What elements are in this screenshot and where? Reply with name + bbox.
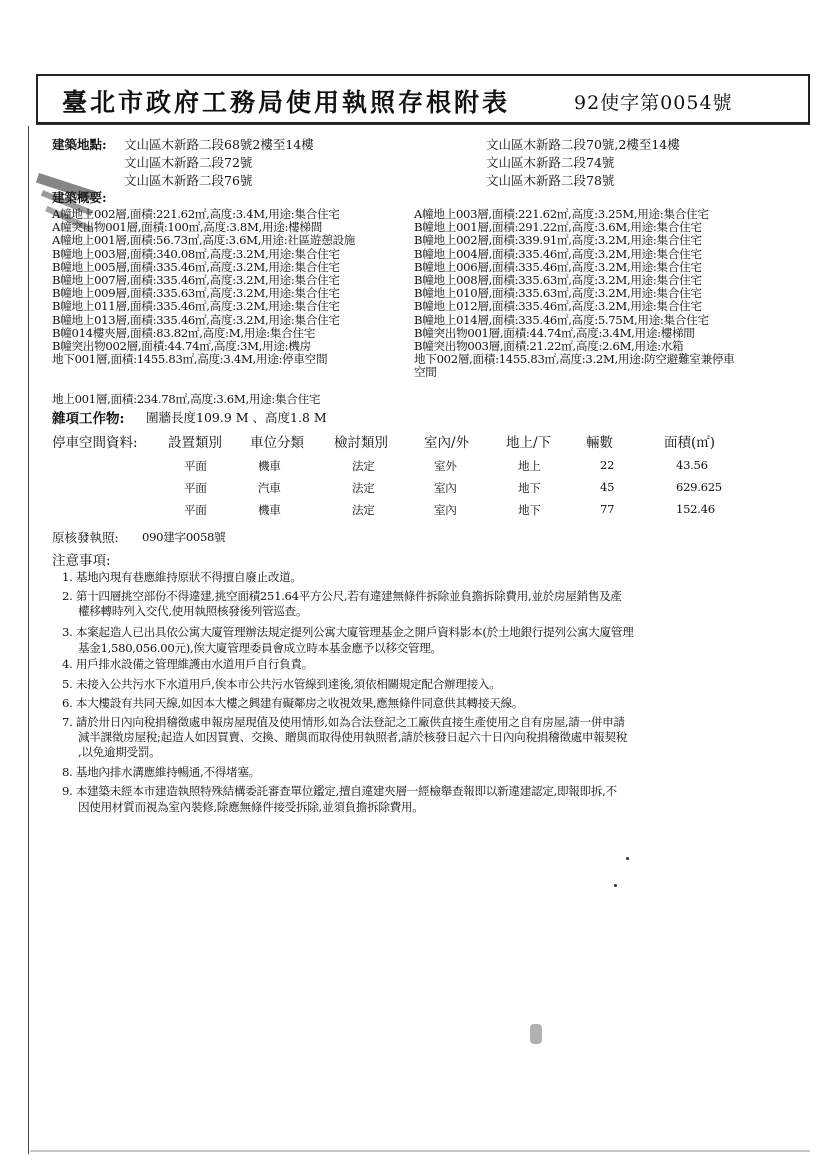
permit-number: 92使字第0054號 xyxy=(574,92,733,114)
original-permit-label: 原核發執照: xyxy=(52,530,119,545)
parking-label: 停車空間資料: xyxy=(52,435,138,451)
parking-header: 設置類別 xyxy=(168,435,222,451)
summary-right-line: B幢突出物001層,面積:44.74㎡,高度:3.4M,用途:樓梯間 xyxy=(414,325,695,340)
parking-cell: 152.46 xyxy=(676,502,715,516)
summary-right-line: B幢地上004層,面積:335.46㎡,高度:3.2M,用途:集合住宅 xyxy=(414,246,702,261)
summary-left-line: B幢地上007層,面積:335.46㎡,高度:3.2M,用途:集合住宅 xyxy=(52,273,340,287)
parking-cell: 室外 xyxy=(434,459,457,473)
location-left-line: 文山區木新路二段76號 xyxy=(124,173,253,188)
summary-extra-line: 地上001層,面積:234.78㎡,高度:3.6M,用途:集合住宅 xyxy=(52,392,321,406)
misc-works-label: 雜項工作物: xyxy=(52,411,125,427)
parking-cell: 室內 xyxy=(434,481,457,495)
summary-left-line: B幢地上009層,面積:335.63㎡,高度:3.2M,用途:集合住宅 xyxy=(52,286,340,301)
parking-cell: 機車 xyxy=(258,459,281,473)
original-permit-value: 090建字0058號 xyxy=(142,530,226,544)
parking-cell: 法定 xyxy=(352,481,375,495)
summary-label: 建築概要: xyxy=(52,190,107,205)
note-line: 1. 基地內現有巷應維持原狀不得擅自廢止改道。 xyxy=(62,570,302,584)
summary-right-line: B幢突出物003層,面積:21.22㎡,高度:2.6M,用途:水箱 xyxy=(414,339,684,353)
note-line: 權移轉時列入交代,使用執照核發後列管巡查。 xyxy=(78,604,308,618)
scan-speck xyxy=(626,857,629,860)
summary-left-line: B幢突出物002層,面積:44.74㎡,高度:3M,用途:機房 xyxy=(52,339,311,353)
note-line: 2. 第十四層挑空部份不得違建,挑空面積251.64平方公尺,若有違建無條件拆除並負擔拆除費用,並於房屋銷售及產 xyxy=(62,589,622,603)
divider xyxy=(36,124,810,125)
location-right-line: 文山區木新路二段70號,2樓至14樓 xyxy=(486,137,680,152)
parking-cell: 地上 xyxy=(518,459,541,473)
parking-cell: 法定 xyxy=(352,459,375,473)
margin-line xyxy=(28,126,29,1154)
parking-cell: 室內 xyxy=(434,503,457,517)
summary-left-line: B幢地上013層,面積:335.46㎡,高度:3.2M,用途:集合住宅 xyxy=(52,312,340,327)
summary-right-line: B幢地上014層,面積:335.46㎡,高度:5.75M,用途:集合住宅 xyxy=(414,312,709,327)
note-line: 5. 未接入公共污水下水道用戶,俟本市公共污水管線到達後,須依相關規定配合辦理接入。 xyxy=(62,677,501,691)
parking-header: 面積(㎡) xyxy=(664,435,716,451)
parking-header: 車位分類 xyxy=(250,435,304,451)
parking-cell: 平面 xyxy=(184,481,207,495)
document-title: 臺北市政府工務局使用執照存根附表 xyxy=(62,88,511,117)
parking-cell: 22 xyxy=(600,458,615,472)
scan-speck xyxy=(614,884,617,887)
summary-right-line: B幢地上012層,面積:335.46㎡,高度:3.2M,用途:集合住宅 xyxy=(414,299,702,314)
parking-cell: 機車 xyxy=(258,503,281,517)
summary-left-line: 地下001層,面積:1455.83㎡,高度:3.4M,用途:停車空間 xyxy=(52,352,328,367)
location-left-line: 文山區木新路二段72號 xyxy=(124,155,253,170)
parking-cell: 平面 xyxy=(184,459,207,473)
parking-cell: 43.56 xyxy=(676,458,708,472)
parking-cell: 平面 xyxy=(184,503,207,517)
note-line: ,以免逾期受罰。 xyxy=(78,745,161,759)
summary-left-line: B幢地上011層,面積:335.46㎡,高度:3.2M,用途:集合住宅 xyxy=(52,299,340,314)
parking-header: 檢討類別 xyxy=(334,435,388,451)
note-line: 4. 用戶排水設備之管理維護由水道用戶自行負責。 xyxy=(62,657,314,671)
summary-right-line: B幢地上002層,面積:339.91㎡,高度:3.2M,用途:集合住宅 xyxy=(414,233,702,248)
note-line: 7. 請於卅日內向稅捐稽徵處申報房屋現值及使用情形,如為合法登記之工廠供直接生產使用之自有房屋,請一併申請 xyxy=(62,715,625,729)
parking-cell: 地下 xyxy=(518,481,541,495)
summary-right-line: B幢地上008層,面積:335.63㎡,高度:3.2M,用途:集合住宅 xyxy=(414,273,702,287)
note-line: 9. 本建築未經本市建造執照特殊結構委託審查單位鑑定,擅自違建夾層一經檢舉查報即以新違建認定,即報即拆,不 xyxy=(62,784,617,798)
note-line: 減半課徵房屋稅;起造人如因買賣、交換、贈與而取得使用執照者,請於核發日起六十日內向稅捐稽徵處申報契稅 xyxy=(78,730,628,744)
parking-header: 地上/下 xyxy=(506,435,552,451)
summary-left-line: A幢突出物001層,面積:100㎡,高度:3.8M,用途:樓梯間 xyxy=(52,220,323,235)
note-line: 基金1,580,056.00元),俟大廈管理委員會成立時本基金應予以移交管理。 xyxy=(78,641,442,655)
note-line: 8. 基地內排水溝應維持暢通,不得堵塞。 xyxy=(62,765,260,779)
summary-left-line: B幢地上005層,面積:335.46㎡,高度:3.2M,用途:集合住宅 xyxy=(52,259,340,274)
misc-works-value: 圍牆長度109.9 M 、高度1.8 M xyxy=(146,410,327,425)
scan-speck xyxy=(30,1150,810,1152)
notes-label: 注意事項: xyxy=(52,553,111,569)
summary-left-line: A幢地上002層,面積:221.62㎡,高度:3.4M,用途:集合住宅 xyxy=(52,207,340,221)
location-right-line: 文山區木新路二段78號 xyxy=(486,173,615,188)
parking-cell: 77 xyxy=(600,502,615,516)
summary-left-line: B幢地上003層,面積:340.08㎡,高度:3.2M,用途:集合住宅 xyxy=(52,246,340,261)
summary-right-line: 空間 xyxy=(414,365,437,380)
parking-cell: 法定 xyxy=(352,503,375,517)
parking-cell: 629.625 xyxy=(676,480,722,494)
parking-cell: 汽車 xyxy=(258,481,281,495)
note-line: 6. 本大樓設有共同天線,如因本大樓之興建有礙鄰房之收視效果,應無條件同意供其轉接天線。 xyxy=(62,696,524,710)
summary-right-line: B幢地上006層,面積:335.46㎡,高度:3.2M,用途:集合住宅 xyxy=(414,259,702,274)
summary-right-line: A幢地上003層,面積:221.62㎡,高度:3.25M,用途:集合住宅 xyxy=(414,207,709,221)
location-label: 建築地點: xyxy=(52,137,107,152)
parking-header: 室內/外 xyxy=(424,435,470,451)
summary-left-line: A幢地上001層,面積:56.73㎡,高度:3.6M,用途:社區遊憩設施 xyxy=(52,233,356,248)
summary-left-line: B幢014樓夾層,面積:83.82㎡,高度:M,用途:集合住宅 xyxy=(52,325,316,340)
summary-right-line: B幢地上010層,面積:335.63㎡,高度:3.2M,用途:集合住宅 xyxy=(414,286,702,301)
scan-speck xyxy=(530,1024,542,1044)
location-right-line: 文山區木新路二段74號 xyxy=(486,155,615,170)
note-line: 3. 本案起造人已出具依公寓大廈管理辦法規定提列公寓大廈管理基金之開戶資料影本(於土地銀行提列公寓大廈管理 xyxy=(62,625,634,639)
note-line: 因使用材質而視為室內裝修,除應無條件接受拆除,並須負擔拆除費用。 xyxy=(78,800,424,814)
parking-cell: 地下 xyxy=(518,503,541,517)
summary-right-line: B幢地上001層,面積:291.22㎡,高度:3.6M,用途:集合住宅 xyxy=(414,220,702,235)
summary-right-line: 地下002層,面積:1455.83㎡,高度:3.2M,用途:防空避難室兼停車 xyxy=(414,352,735,367)
location-left-line: 文山區木新路二段68號2樓至14樓 xyxy=(124,137,314,152)
parking-cell: 45 xyxy=(600,480,615,494)
parking-header: 輛數 xyxy=(586,435,613,451)
